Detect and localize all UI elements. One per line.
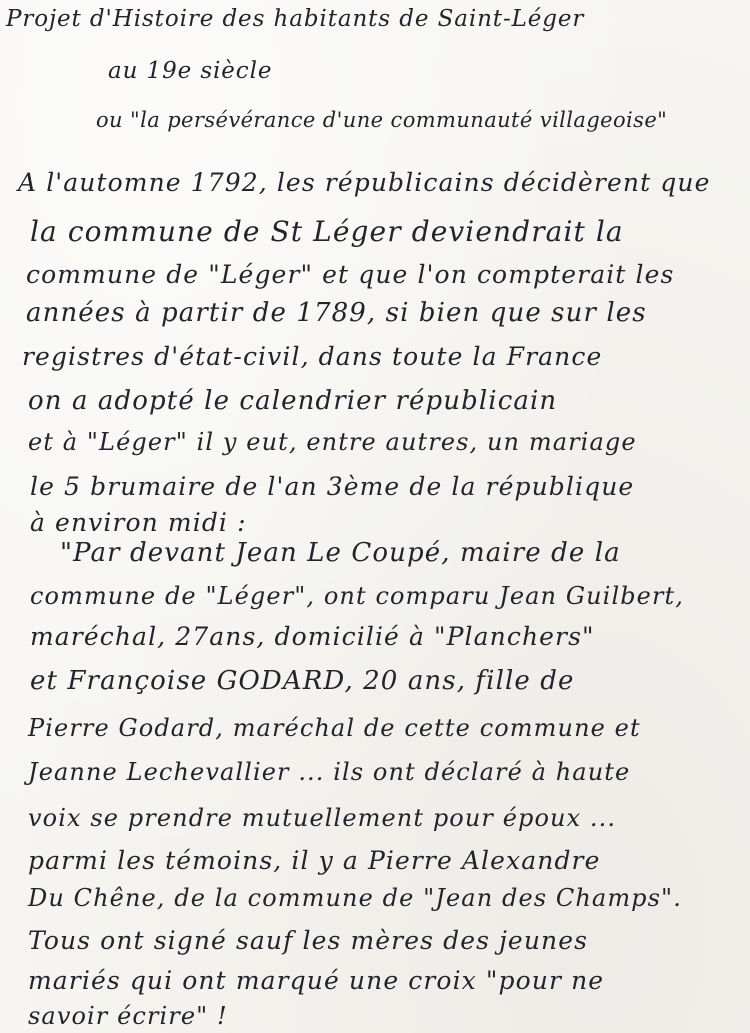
body-line-18: Du Chêne, de la commune de "Jean des Champs". xyxy=(28,884,682,912)
title-line-3: ou "la persévérance d'une communauté villageoise" xyxy=(96,108,668,132)
body-line-19: Tous ont signé sauf les mères des jeunes xyxy=(28,926,589,955)
body-line-21: savoir écrire" ! xyxy=(28,1002,228,1030)
body-line-12: maréchal, 27ans, domicilié à "Planchers" xyxy=(30,622,595,651)
body-line-8: le 5 brumaire de l'an 3ème de la république xyxy=(30,472,635,501)
title-line-1: Projet d'Histoire des habitants de Saint-Léger xyxy=(6,6,585,32)
body-line-14: Pierre Godard, maréchal de cette commune et xyxy=(28,714,641,742)
body-line-3: commune de "Léger" et que l'on compterait les xyxy=(26,260,675,289)
body-line-2: la commune de St Léger deviendrait la xyxy=(30,215,624,248)
body-line-5: registres d'état-civil, dans toute la France xyxy=(22,342,603,371)
body-line-7: et à "Léger" il y eut, entre autres, un mariage xyxy=(28,428,637,456)
body-line-15: Jeanne Lechevallier ... ils ont déclaré à haute xyxy=(28,758,631,786)
body-line-10: "Par devant Jean Le Coupé, maire de la xyxy=(60,538,621,568)
title-line-2: au 19e siècle xyxy=(108,58,273,84)
body-line-9: à environ midi : xyxy=(30,508,247,537)
body-line-11: commune de "Léger", ont comparu Jean Guilbert, xyxy=(30,582,685,610)
body-line-1: A l'automne 1792, les républicains décidèrent que xyxy=(18,168,711,197)
body-line-17: parmi les témoins, il y a Pierre Alexandre xyxy=(28,846,601,875)
body-line-16: voix se prendre mutuellement pour époux ... xyxy=(28,804,617,832)
body-line-4: années à partir de 1789, si bien que sur les xyxy=(26,298,647,328)
body-line-6: on a adopté le calendrier républicain xyxy=(28,386,558,416)
body-line-13: et Françoise GODARD, 20 ans, fille de xyxy=(30,666,575,696)
body-line-20: mariés qui ont marqué une croix "pour ne xyxy=(28,966,605,995)
